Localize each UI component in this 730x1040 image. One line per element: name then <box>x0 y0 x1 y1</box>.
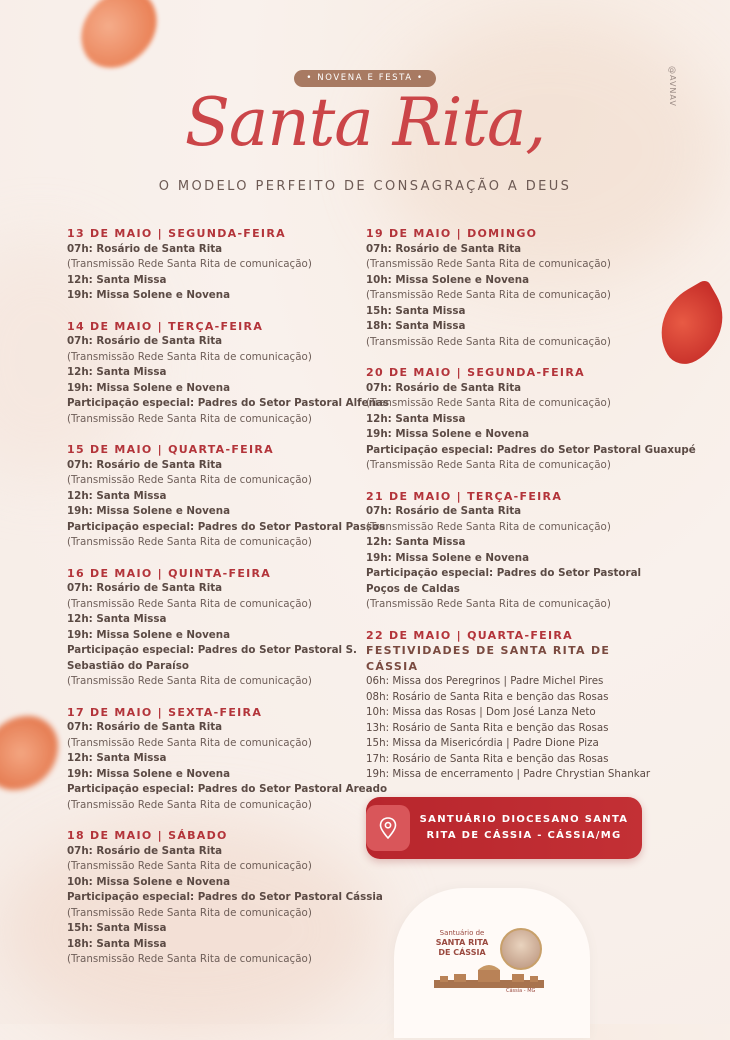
broadcast-note: (Transmissão Rede Santa Rita de comunicação) <box>366 335 611 348</box>
special-participation: Participação especial: Padres do Setor Pastoral Guaxupé <box>366 443 696 456</box>
broadcast-note: (Transmissão Rede Santa Rita de comunicação) <box>67 675 312 687</box>
schedule-item: 19h: Missa Solene e Novena <box>67 505 231 517</box>
logo-city: Cássia - MG <box>506 988 536 994</box>
day-heading: 22 DE MAIO | QUARTA-FEIRA <box>366 628 573 642</box>
day-block <box>67 566 367 690</box>
day-heading: 21 DE MAIO | TERÇA-FEIRA <box>366 489 563 503</box>
day-block <box>67 319 389 428</box>
page-subtitle: O MODELO PERFEITO DE CONSAGRAÇÃO A DEUS <box>158 179 572 194</box>
broadcast-note: (Transmissão Rede Santa Rita de comunicação) <box>67 474 312 486</box>
broadcast-note: (Transmissão Rede Santa Rita de comunicação) <box>67 412 312 425</box>
schedule-item: 07h: Rosário de Santa Rita <box>366 381 522 394</box>
schedule-item: 12h: Santa Missa <box>67 613 167 625</box>
day-heading: 16 DE MAIO | QUINTA-FEIRA <box>67 566 272 580</box>
schedule-item: 08h: Rosário de Santa Rita e benção das Rosas <box>366 690 609 703</box>
day-block <box>366 628 666 783</box>
schedule-item: 13h: Rosário de Santa Rita e benção das Rosas <box>366 721 609 734</box>
schedule-item: 10h: Missa das Rosas | Dom José Lanza Neto <box>366 706 596 718</box>
schedule-item: 07h: Rosário de Santa Rita <box>67 242 223 255</box>
broadcast-note: (Transmissão Rede Santa Rita de comunicação) <box>366 289 611 301</box>
broadcast-note: (Transmissão Rede Santa Rita de comunicação) <box>366 598 611 610</box>
schedule-item: 07h: Rosário de Santa Rita <box>67 582 223 594</box>
broadcast-note: (Transmissão Rede Santa Rita de comunicação) <box>67 860 312 872</box>
schedule-item: 07h: Rosário de Santa Rita <box>366 242 522 255</box>
schedule-item: 06h: Missa dos Peregrinos | Padre Michel Pires <box>366 675 604 687</box>
schedule-item: 18h: Santa Missa <box>67 937 167 950</box>
special-participation: Participação especial: Padres do Setor Pastoral Areado <box>67 783 388 795</box>
day-heading: 15 DE MAIO | QUARTA-FEIRA <box>67 443 274 456</box>
sanctuary-address-banner <box>366 797 642 859</box>
address-text: SANTUÁRIO DIOCESANO SANTA RITA DE CÁSSIA - CÁSSIA/MG <box>419 814 629 841</box>
day-block <box>67 705 388 814</box>
broadcast-note: (Transmissão Rede Santa Rita de comunicação) <box>366 397 611 409</box>
schedule-item: 15h: Missa da Misericórdia | Padre Dione Piza <box>366 737 599 749</box>
watermark: @AVNAV <box>668 66 677 107</box>
schedule-left-column <box>67 226 389 983</box>
special-participation: Participação especial: Padres do Setor Pastoral Cássia <box>67 891 383 903</box>
schedule-item: 07h: Rosário de Santa Rita <box>67 458 223 471</box>
special-participation: Participação especial: Padres do Setor Pastoral Passos <box>67 520 386 533</box>
church-icon <box>434 964 544 990</box>
day-heading: 13 DE MAIO | SEGUNDA-FEIRA <box>67 227 286 240</box>
sanctuary-logo <box>394 888 590 1038</box>
schedule-item: 10h: Missa Solene e Novena <box>67 875 231 888</box>
day-heading: 14 DE MAIO | TERÇA-FEIRA <box>67 319 264 333</box>
broadcast-note: (Transmissão Rede Santa Rita de comunicação) <box>67 953 312 965</box>
logo-line: DE CÁSSIA <box>438 948 486 957</box>
schedule-item: 19h: Missa Solene e Novena <box>67 628 231 641</box>
schedule-item: 12h: Santa Missa <box>366 412 466 425</box>
schedule-item: 15h: Santa Missa <box>366 304 466 317</box>
broadcast-note: (Transmissão Rede Santa Rita de comunicação) <box>67 350 312 363</box>
schedule-item: 17h: Rosário de Santa Rita e benção das Rosas <box>366 752 609 765</box>
logo-wordmark <box>422 928 502 958</box>
broadcast-note: (Transmissão Rede Santa Rita de comunicação) <box>67 798 312 811</box>
broadcast-note: (Transmissão Rede Santa Rita de comunicação) <box>67 597 312 610</box>
day-block <box>366 226 666 350</box>
day-block <box>366 365 696 474</box>
day-block <box>366 489 666 613</box>
event-badge-label: NOVENA E FESTA <box>317 73 413 83</box>
schedule-item: 19h: Missa Solene e Novena <box>67 381 231 394</box>
schedule-right-column <box>366 226 696 798</box>
broadcast-note: (Transmissão Rede Santa Rita de comunicação) <box>366 258 611 270</box>
day-heading: 18 DE MAIO | SÁBADO <box>67 829 228 842</box>
day-block <box>67 442 386 551</box>
schedule-item: 15h: Santa Missa <box>67 922 167 934</box>
rose-petal-decoration <box>67 0 171 78</box>
schedule-item: 12h: Santa Missa <box>67 273 167 286</box>
broadcast-note: (Transmissão Rede Santa Rita de comunicação) <box>67 258 312 270</box>
schedule-item: 07h: Rosário de Santa Rita <box>67 844 223 857</box>
broadcast-note: (Transmissão Rede Santa Rita de comunicação) <box>366 459 611 471</box>
schedule-item: 19h: Missa Solene e Novena <box>366 551 530 564</box>
schedule-item: 19h: Missa Solene e Novena <box>366 428 530 440</box>
schedule-item: 07h: Rosário de Santa Rita <box>67 335 223 347</box>
schedule-item: 19h: Missa Solene e Novena <box>67 289 231 301</box>
schedule-item: 19h: Missa de encerramento | Padre Chrystian Shankar <box>366 768 651 780</box>
day-heading: 19 DE MAIO | DOMINGO <box>366 227 538 240</box>
page-title: Santa Rita, <box>184 84 546 161</box>
schedule-item: 12h: Santa Missa <box>67 752 167 764</box>
event-badge: • NOVENA E FESTA • <box>294 70 436 87</box>
schedule-item: 07h: Rosário de Santa Rita <box>67 721 223 733</box>
day-heading: 17 DE MAIO | SEXTA-FEIRA <box>67 705 263 719</box>
schedule-item: 19h: Missa Solene e Novena <box>67 767 231 780</box>
festivities-heading: FESTIVIDADES DE SANTA RITA DE CÁSSIA <box>366 644 611 673</box>
special-participation: Participação especial: Padres do Setor Pastoral S. Sebastião do Paraíso <box>67 644 357 672</box>
special-participation: Participação especial: Padres do Setor Pastoral Alfenas <box>67 397 389 409</box>
location-pin-icon <box>366 805 410 851</box>
logo-line: Santuário de <box>439 929 485 937</box>
logo-line: SANTA RITA <box>435 938 489 947</box>
day-block <box>67 828 383 968</box>
broadcast-note: (Transmissão Rede Santa Rita de comunicação) <box>366 520 611 533</box>
schedule-item: 07h: Rosário de Santa Rita <box>366 505 522 517</box>
schedule-item: 12h: Santa Missa <box>67 366 167 378</box>
day-heading: 20 DE MAIO | SEGUNDA-FEIRA <box>366 366 585 379</box>
schedule-item: 10h: Missa Solene e Novena <box>366 273 530 286</box>
rose-petal-decoration <box>0 716 58 790</box>
schedule-item: 12h: Santa Missa <box>67 489 167 502</box>
day-block <box>67 226 367 304</box>
schedule-item: 12h: Santa Missa <box>366 536 466 548</box>
schedule-item: 18h: Santa Missa <box>366 320 466 332</box>
broadcast-note: (Transmissão Rede Santa Rita de comunicação) <box>67 906 312 919</box>
special-participation: Participação especial: Padres do Setor Pastoral Poços de Caldas <box>366 567 642 595</box>
broadcast-note: (Transmissão Rede Santa Rita de comunicação) <box>67 536 312 548</box>
broadcast-note: (Transmissão Rede Santa Rita de comunicação) <box>67 736 312 749</box>
